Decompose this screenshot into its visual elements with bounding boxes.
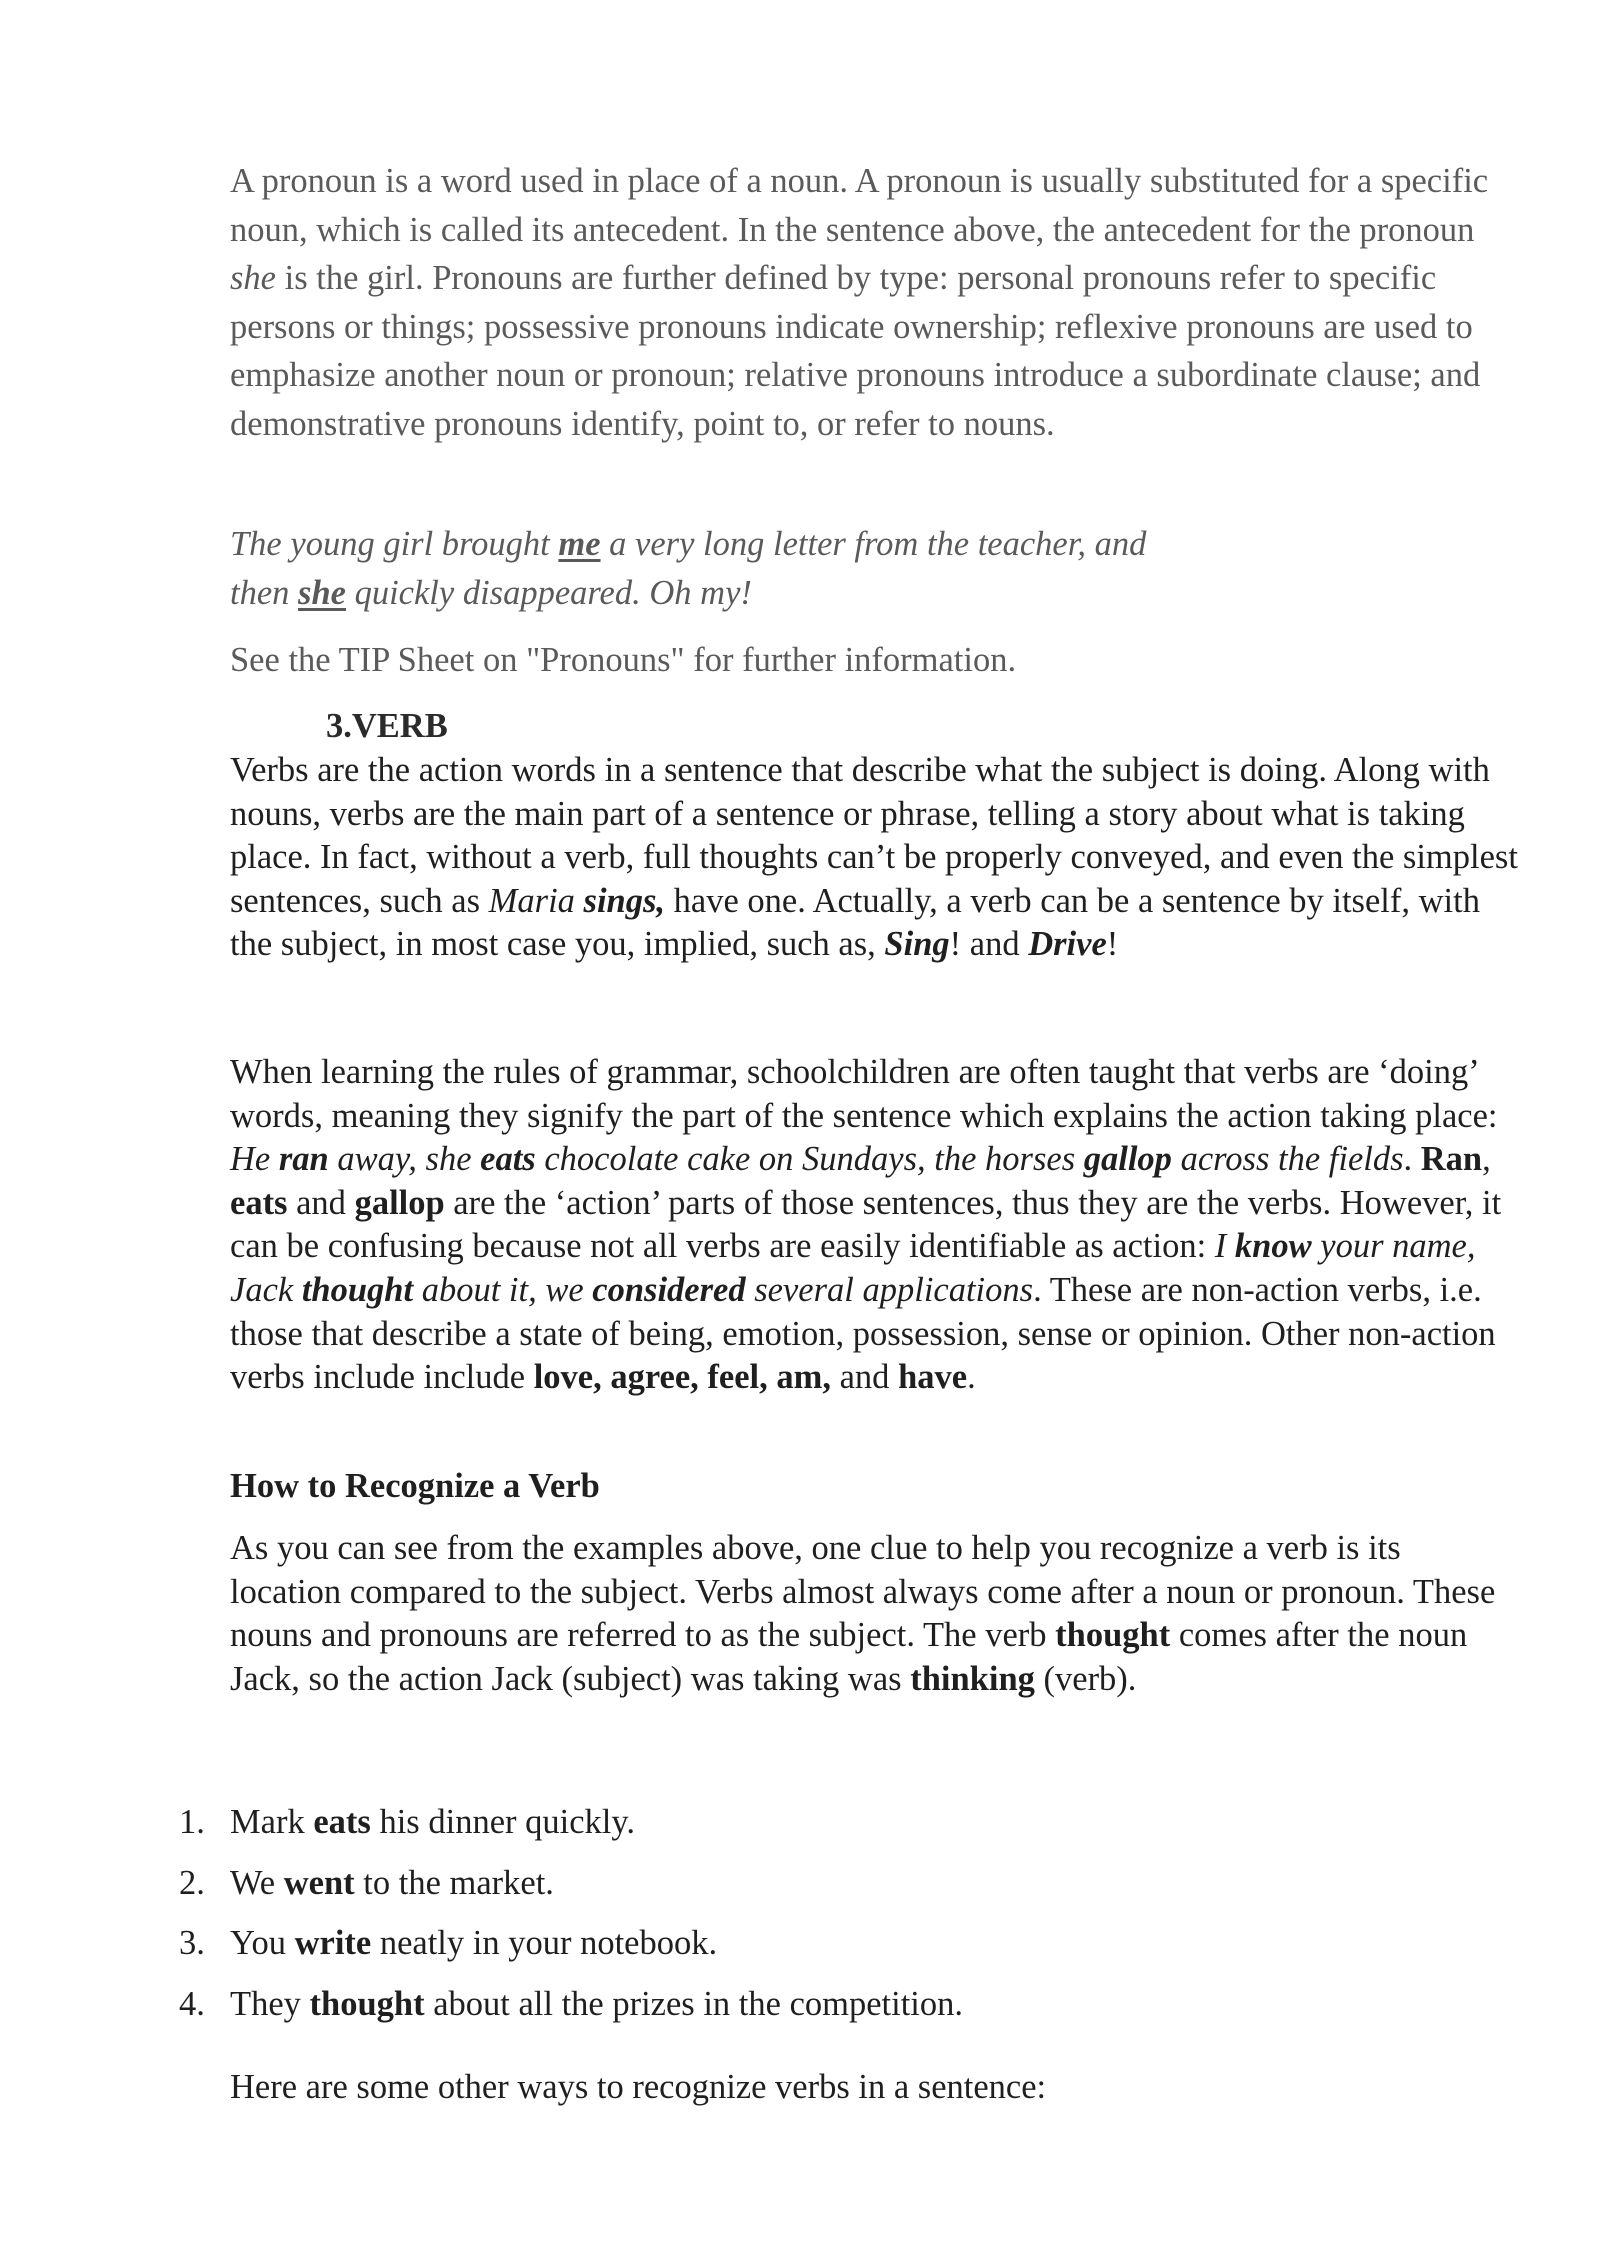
verb-eats-bold: eats <box>230 1183 288 1222</box>
verb-intro-text: Verbs are the action words in a sentence that describe what the subject is doing. Along with nouns, verbs are the main part of a sentence or phrase, telling a story about what is taking place. In fact, without a verb, full thoughts can’t be properly conveyed, and even the simplest sentences, such as <box>230 751 1518 920</box>
list-item-pre: You <box>230 1924 295 1962</box>
verb-gallop-bold: gallop <box>354 1183 445 1222</box>
list-item-pre: We <box>230 1864 284 1902</box>
closing-line: Here are some other ways to recognize verbs in a sentence: <box>230 2068 1047 2106</box>
recognize-text-cont: comes after the noun Jack, so the action Jack (subject) was taking was <box>230 1616 1468 1698</box>
verb-have-bold: have <box>898 1358 968 1397</box>
list-item-text <box>230 1801 635 1845</box>
example-i: I <box>1214 1227 1235 1266</box>
pronoun-definition-text-cont: is the girl. Pronouns are further defined by type: personal pronouns refer to specific persons or things; possessive pronouns indicate ownership; reflexive pronouns are used to emphasize another noun or pronoun; relative pronouns introduce a subordinate clause; and demonstrative pronouns identify, point to, or refer to nouns. <box>230 259 1481 443</box>
verb-ran-bold: Ran <box>1420 1140 1483 1179</box>
list-item-verb: eats <box>313 1803 371 1841</box>
example-he: He <box>230 1140 279 1179</box>
list-item-post: about all the prizes in the competition. <box>424 1985 964 2023</box>
example-about-it: about it, we <box>413 1270 593 1309</box>
list-item-number: 1. <box>179 1803 205 1841</box>
example-text-line2: then <box>230 573 299 612</box>
example-your-name: your name, Jack <box>230 1227 1476 1309</box>
list-item-pre: Mark <box>230 1803 314 1841</box>
verb-intro-sings: sings, <box>583 881 666 920</box>
doing-words-period: . <box>1403 1140 1421 1179</box>
verb-intro-text-cont: have one. Actually, a verb can be a sentence by itself, with the subject, in most case you, implied, such as, <box>230 881 1480 964</box>
verb-intro-paragraph <box>230 749 1520 967</box>
example-eats: eats <box>480 1140 536 1179</box>
doing-words-comma: , <box>1482 1140 1491 1179</box>
recognize-thought-bold: thought <box>1055 1616 1171 1655</box>
pronoun-example-sentence <box>230 520 1520 617</box>
example-pronoun-she: she <box>298 573 346 612</box>
pronoun-definition-paragraph <box>230 157 1520 448</box>
doing-words-final-period: . <box>967 1358 976 1397</box>
pronoun-definition-text: A pronoun is a word used in place of a noun. A pronoun is usually substituted for a specific noun, which is called its antecedent. In the sentence above, the antecedent for the pronoun <box>230 162 1489 249</box>
example-text-cont: a very long letter from the teacher, and <box>600 525 1147 563</box>
example-pronoun-me: me <box>558 525 601 563</box>
list-item-pre: They <box>230 1985 310 2023</box>
example-applications: several applications <box>745 1270 1034 1309</box>
doing-words-text: When learning the rules of grammar, schoolchildren are often taught that verbs are ‘doing’ words, meaning they signify the part of the sentence which explains the action taking place: <box>230 1053 1498 1135</box>
section-heading-verb: 3.VERB <box>326 707 448 745</box>
doing-words-text-cont: are the ‘action’ parts of those sentences, thus they are the verbs. However, it can be confusing because not all verbs are easily identifiable as action: <box>230 1183 1502 1266</box>
example-considered: considered <box>592 1270 746 1309</box>
recognize-text: As you can see from the examples above, one clue to help you recognize a verb is its location compared to the subject. Verbs almost always come after a noun or pronoun. These nouns and pronouns are referred to as the subject. The verb <box>230 1529 1496 1655</box>
doing-words-and: and <box>287 1183 355 1222</box>
list-item-number: 4. <box>179 1985 205 2023</box>
verb-intro-maria: Maria <box>488 881 584 920</box>
verb-intro-end: ! <box>1106 925 1119 964</box>
example-ran: ran <box>278 1140 329 1179</box>
list-item-text <box>230 1983 963 2027</box>
verb-intro-and: ! and <box>949 925 1029 964</box>
example-text-end: quickly disappeared. Oh my! <box>345 573 752 612</box>
tip-sheet-note: See the TIP Sheet on "Pronouns" for further information. <box>230 641 1017 679</box>
recognize-thinking-bold: thinking <box>910 1659 1035 1698</box>
list-item-text <box>230 1862 554 1906</box>
example-text: The young girl brought <box>230 525 559 563</box>
example-fields: across the fields <box>1171 1140 1404 1179</box>
example-thought: thought <box>301 1270 414 1309</box>
list-item-text <box>230 1922 717 1966</box>
doing-words-paragraph <box>230 1051 1520 1400</box>
doing-words-text-end: . These are non-action verbs, i.e. those that describe a state of being, emotion, possession, sense or opinion. Other non-action verbs include include <box>230 1270 1496 1397</box>
recognize-text-end: (verb). <box>1034 1659 1137 1698</box>
verb-intro-sing: Sing <box>884 925 950 964</box>
pronoun-she-italic: she <box>230 259 276 297</box>
list-item-post: neatly in your notebook. <box>371 1924 718 1962</box>
example-know: know <box>1234 1227 1312 1266</box>
list-item-verb: went <box>283 1864 355 1902</box>
verb-intro-drive: Drive <box>1028 925 1107 964</box>
list-item-post: to the market. <box>354 1864 554 1902</box>
list-item-number: 3. <box>179 1924 205 1962</box>
example-away: away, she <box>328 1140 481 1179</box>
example-gallop: gallop <box>1083 1140 1172 1179</box>
recognize-verb-paragraph <box>230 1527 1520 1701</box>
non-action-verbs-list: love, agree, feel, am, <box>533 1358 831 1397</box>
list-item-verb: thought <box>309 1985 425 2023</box>
list-item-verb: write <box>294 1924 372 1962</box>
list-item-post: his dinner quickly. <box>370 1803 635 1841</box>
list-item-number: 2. <box>179 1864 205 1902</box>
example-chocolate: chocolate cake on Sundays, the horses <box>535 1140 1084 1179</box>
doing-words-and2: and <box>830 1358 899 1397</box>
recognize-verb-heading: How to Recognize a Verb <box>230 1467 600 1505</box>
